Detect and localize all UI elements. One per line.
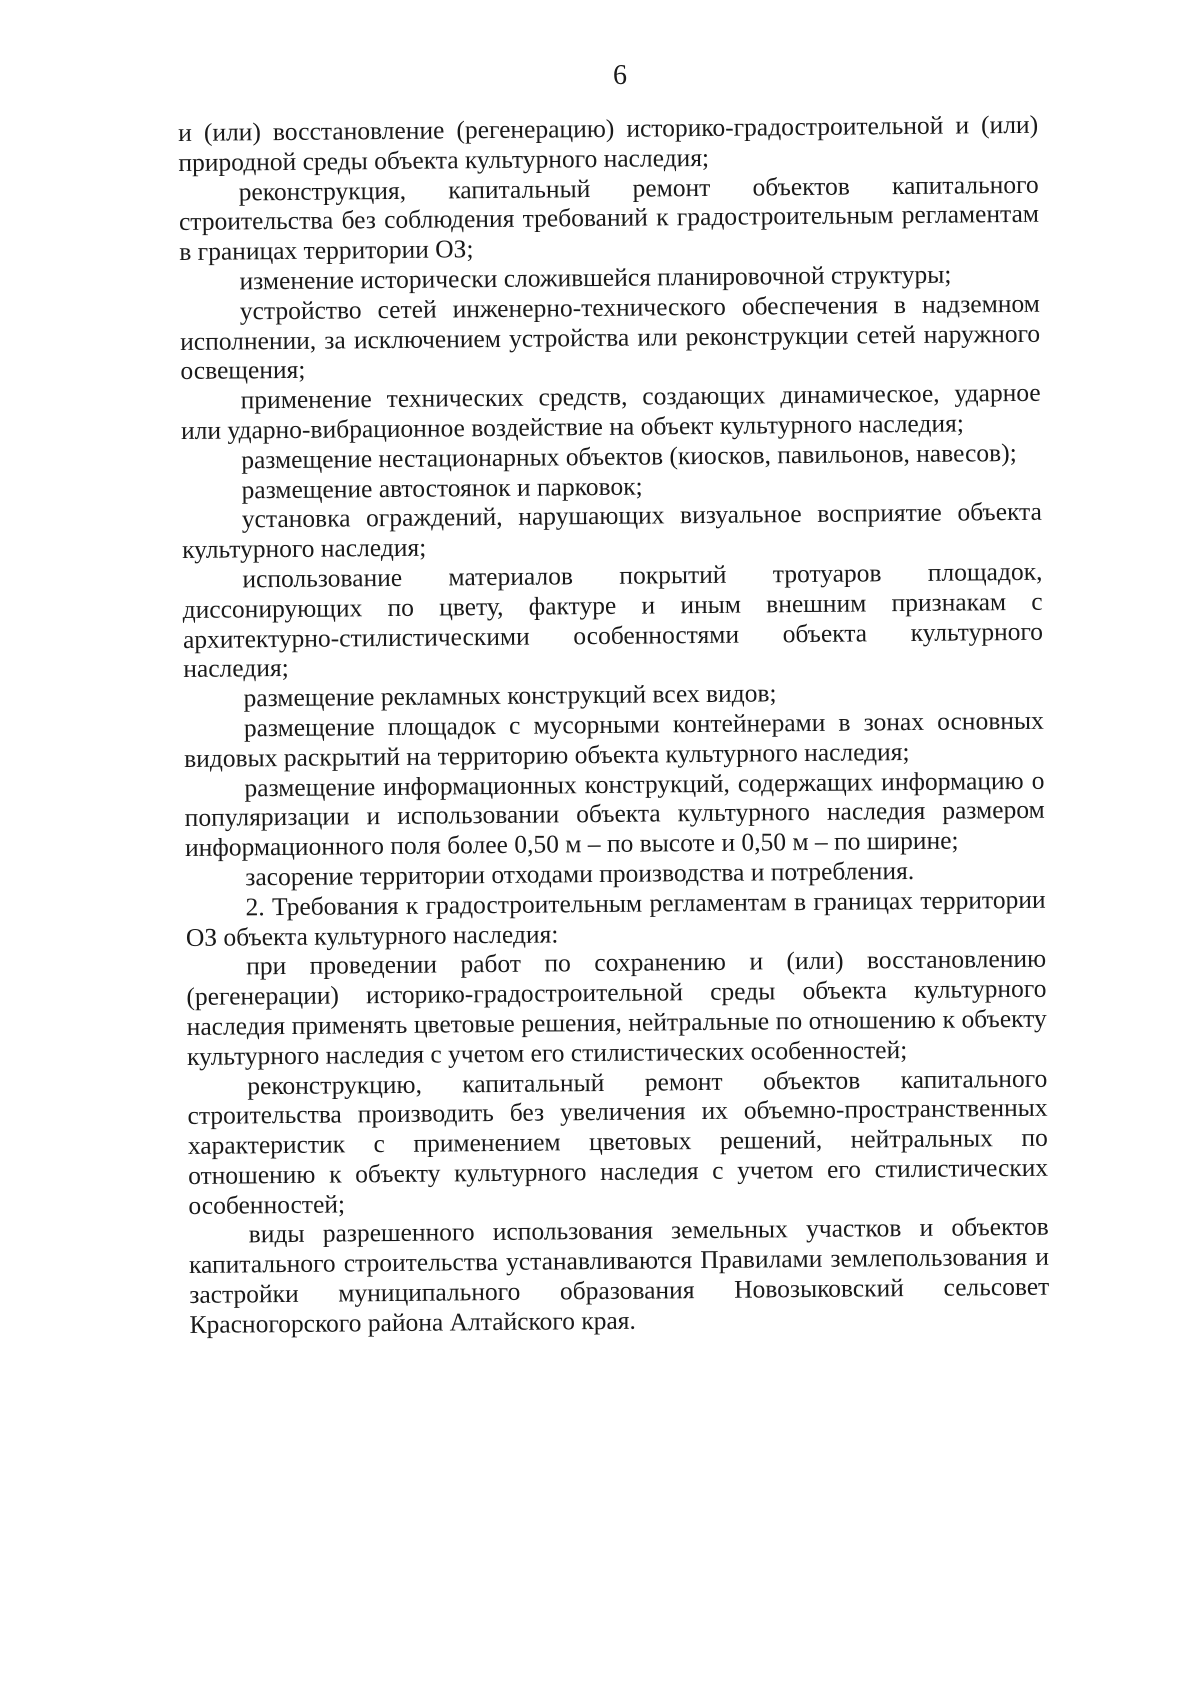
paragraph: реконструкция, капитальный ремонт объектов капитального строительства без соблюдения требований к градостроительным регламентам в границах территории ОЗ; <box>178 169 1040 267</box>
paragraph: размещение площадок с мусорными контейнерами в зонах основных видовых раскрытий на территорию объекта культурного наследия; <box>184 705 1044 773</box>
paragraph: размещение рекламных конструкций всех видов; <box>243 678 777 713</box>
paragraph: использование материалов покрытий тротуаров площадок, диссонирующих по цвету, фактуре и иным внешним признакам с архитектурно-стилистическими особенностями объекта культурного наследия; <box>182 556 1044 684</box>
paragraph: устройство сетей инженерно-технического обеспечения в надземном исполнении, за исключением устройства или реконструкции сетей наружного освещения; <box>180 288 1041 386</box>
page-number: 6 <box>613 60 627 91</box>
paragraph: засорение территории отходами производства и потребления. <box>245 855 915 892</box>
paragraph: виды разрешенного использования земельных участков и объектов капитального строительства устанавливаются Правилами землепользования и застройки муниципального образования Новозыковский сельсовет Красногорского района Алтайского края. <box>188 1212 1050 1339</box>
paragraph: установка ограждений, нарушающих визуальное восприятие объекта культурного наследия; <box>182 497 1042 565</box>
paragraph: применение технических средств, создающих динамическое, ударное или ударно-вибрационное воздействие на объект культурного наследия; <box>180 377 1041 445</box>
paragraph: изменение исторически сложившейся планировочной структуры; <box>239 259 952 296</box>
paragraph: размещение нестационарных объектов (киосков, павильонов, навесов); <box>241 437 1017 475</box>
paragraph: размещение автостоянок и парковок; <box>241 471 643 504</box>
paragraph: и (или) восстановление (регенерацию) историко-градостроительной и (или) природной среды объекта культурного наследия; <box>178 109 1039 177</box>
document-body <box>178 110 1050 1340</box>
paragraph: 2. Требования к градостроительным регламентам в границах территории ОЗ объекта культурного наследия: <box>185 884 1046 952</box>
paragraph: реконструкцию, капитальный ремонт объектов капитального строительства производить без увеличения их объемно-пространственных характеристик с применением цветовых решений, нейтральных по отношению к объекту культурного наследия с учетом его стилистических особенностей; <box>187 1063 1049 1220</box>
paragraph: при проведении работ по сохранению и (или) восстановлению (регенерации) историко-градостроительной среды объекта культурного наследия применять цветовые решения, нейтральные по отношению к объекту культурного наследия с учетом его стилистических особенностей; <box>186 944 1047 1071</box>
paragraph: размещение информационных конструкций, содержащих информацию о популяризации и использовании объекта культурного наследия размером информационного поля более 0,50 м – по высоте и 0,50 м – по ширине; <box>184 765 1045 863</box>
